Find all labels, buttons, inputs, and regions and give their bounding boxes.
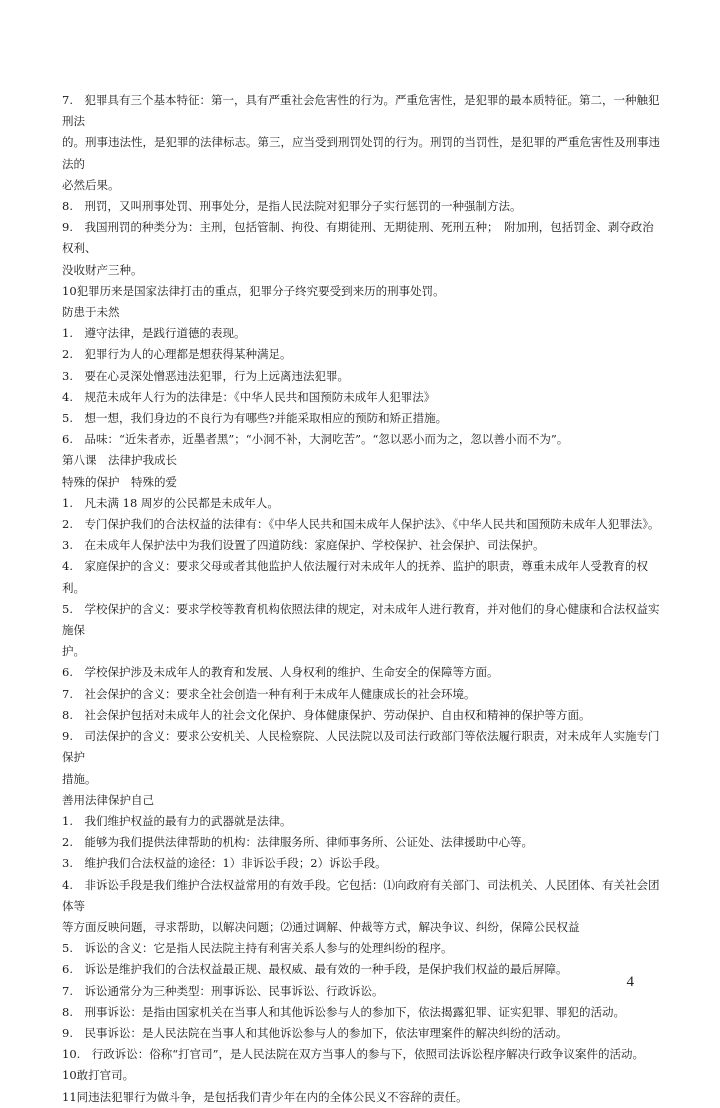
text-line: 2. 专门保护我们的合法权益的法律有：《中华人民共和国未成年人保护法》、《中华人民共和国预防未成年人犯罪法》。 [62,517,660,532]
text-line: 3. 在未成年人保护法中为我们设置了四道防线：家庭保护、学校保护、社会保护、司法保护。 [62,538,545,553]
text-line: 第八课 法律护我成长 [62,453,177,468]
text-line: 10犯罪历来是国家法律打击的重点，犯罪分子终究要受到来历的刑事处罚。 [62,283,445,298]
text-line: 9. 我国刑罚的种类分为：主刑，包括管制、拘役、有期徒刑、无期徒刑、死刑五种； 附加刑，包括罚金、剥夺政治权利、 [62,220,654,256]
text-line: 善用法律保护自己 [62,792,154,807]
text-line: 10. 行政诉讼：俗称“打官司”，是人民法院在双方当事人的参与下，依照司法诉讼程序解决行政争议案件的活动。 [62,1047,645,1062]
text-line: 7. 诉讼通常分为三种类型：刑事诉讼、民事诉讼、行政诉讼。 [62,983,384,998]
text-line: 6. 学校保护涉及未成年人的教育和发展、人身权利的维护、生命安全的保障等方面。 [62,665,499,680]
text-line: 8. 社会保护包括对未成年人的社会文化保护、身体健康保护、劳动保护、自由权和精神的保护等方面。 [62,707,591,722]
text-line: 1. 遵守法律，是践行道德的表现。 [62,326,246,341]
text-line: 11同违法犯罪行为做斗争，是包括我们青少年在内的全体公民义不容辞的责任。 [62,1089,468,1104]
text-line: 5. 学校保护的含义：要求学校等教育机构依照法律的规定，对未成年人进行教育，并对他们的身心健康和合法权益实施保 [62,601,660,638]
text-line: 8. 刑事诉讼：是指由国家机关在当事人和其他诉讼参与人的参加下，依法揭露犯罪、证实犯罪、罪犯的活动。 [62,1004,625,1019]
text-line: 4. 规范未成年人行为的法律是：《中华人民共和国预防未成年人犯罪法》 [62,389,436,404]
text-line: 7. 社会保护的含义：要求全社会创造一种有利于未成年人健康成长的社会环境。 [62,686,476,701]
text-line: 7. 犯罪具有三个基本特征：第一，具有严重社会危害性的行为。严重危害性，是犯罪的最本质特征。第二，一种触犯刑法 [62,93,660,129]
text-line: 6. 诉讼是维护我们的合法权益最正规、最权威、最有效的一种手段，是保护我们权益的最后屏障。 [62,962,568,977]
text-line: 措施。 [62,771,97,786]
text-line: 5. 诉讼的含义：它是指人民法院主持有利害关系人参与的处理纠纷的程序。 [62,941,453,956]
document-body [62,90,662,1108]
text-line: 10敢打官司。 [62,1068,135,1083]
text-line: 4. 家庭保护的含义：要求父母或者其他监护人依法履行对未成年人的抚养、监护的职责，尊重未成年人受教育的权利。 [62,559,648,595]
text-line: 9. 民事诉讼：是人民法院在当事人和其他诉讼参与人的参加下，依法审理案件的解决纠纷的活动。 [62,1025,568,1040]
text-line: 等方面反映问题，寻求帮助，以解决问题；⑵通过调解、仲裁等方式，解决争议、纠纷，保障公民权益 [62,919,580,934]
text-line: 2. 犯罪行为人的心理都是想获得某种满足。 [62,347,292,362]
text-line: 4. 非诉讼手段是我们维护合法权益常用的有效手段。它包括：⑴向政府有关部门、司法机关、人民团体、有关社会团体等 [62,877,660,913]
text-line: 没收财产三种。 [62,262,143,277]
text-line: 防患于未然 [62,305,120,320]
text-line: 9. 司法保护的含义：要求公安机关、人民检察院、人民法院以及司法行政部门等依法履行职责，对未成年人实施专门保护 [62,729,660,765]
text-line: 2. 能够为我们提供法律帮助的机构：法律服务所、律师事务所、公证处、法律援助中心等。 [62,835,533,850]
text-line: 的。刑事违法性，是犯罪的法律标志。第三，应当受到刑罚处罚的行为。刑罚的当罚性，是犯罪的严重危害性及刑事违法的 [62,135,660,171]
text-line: 6. 品味：“近朱者赤，近墨者黑”；“小洞不补，大洞吃苦”。“忽以恶小而为之，忽以善小而不为”。 [62,432,569,447]
page-number: 4 [626,974,634,990]
text-line: 3. 维护我们合法权益的途径：1）非诉讼手段；2）诉讼手段。 [62,856,387,871]
text-line: 护。 [62,644,85,659]
text-line: 1. 我们维护权益的最有力的武器就是法律。 [62,813,292,828]
text-line: 5. 想一想，我们身边的不良行为有哪些?并能采取相应的预防和矫正措施。 [62,411,448,426]
text-line: 特殊的保护 特殊的爱 [62,474,177,489]
text-line: 8. 刑罚，又叫刑事处罚、刑事处分，是指人民法院对犯罪分子实行惩罚的一种强制方法。 [62,199,522,214]
text-line: 必然后果。 [62,177,120,192]
text-line: 1. 凡未满 18 周岁的公民都是未成年人。 [62,495,279,510]
text-line: 3. 要在心灵深处憎恶违法犯罪，行为上远离违法犯罪。 [62,368,349,383]
